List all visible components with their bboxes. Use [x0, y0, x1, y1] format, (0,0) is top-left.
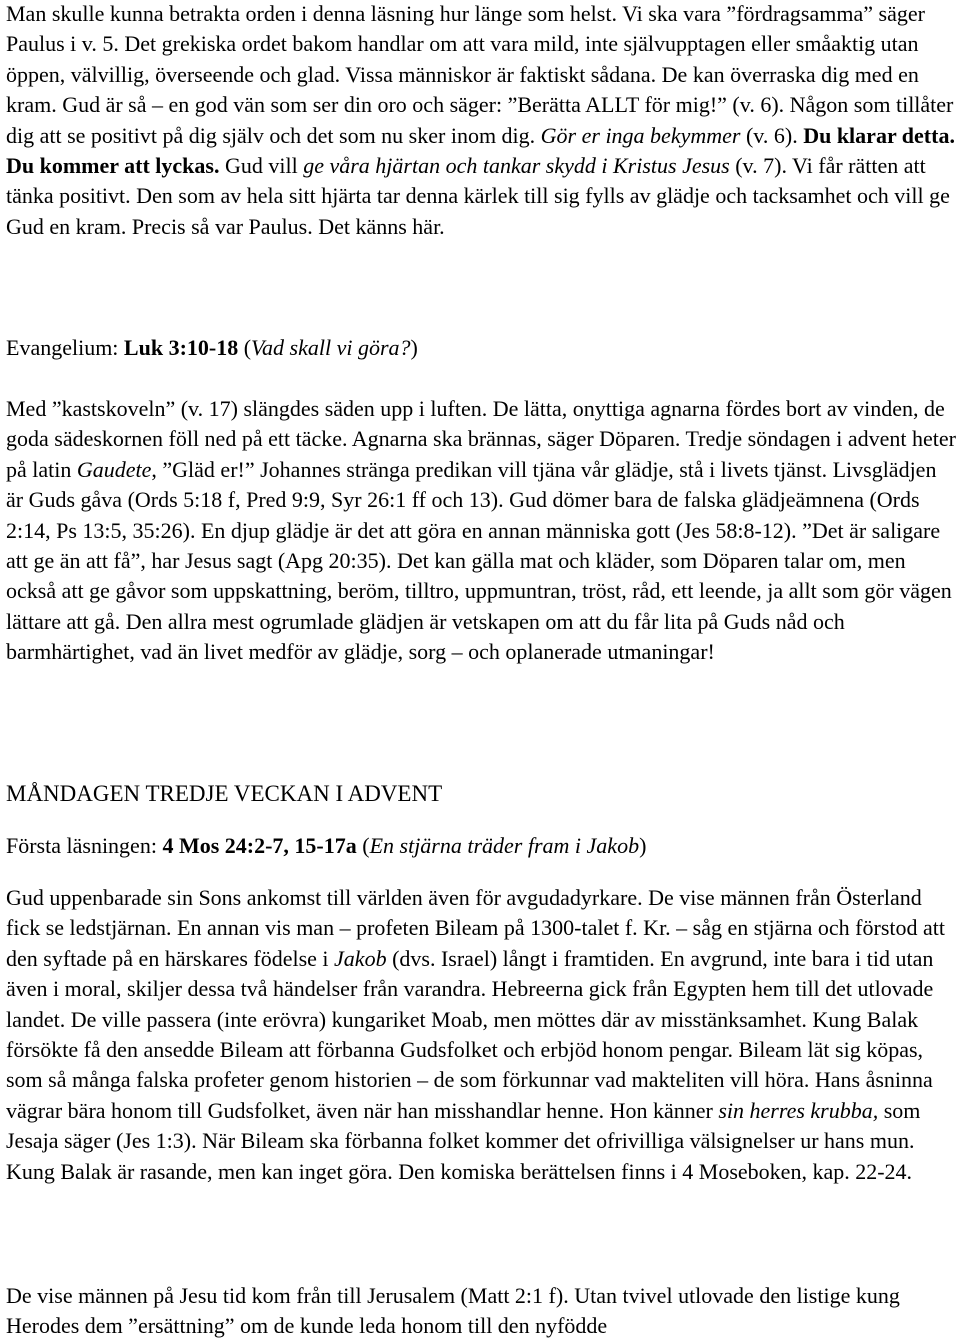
gospel-label: Evangelium: [6, 335, 124, 360]
reading-label: Första läsningen: [6, 833, 163, 858]
reading-title: En stjärna träder fram i Jakob [369, 833, 640, 858]
first-reading-line: Första läsningen: 4 Mos 24:2-7, 15-17a (En stjärna träder fram i Jakob) [6, 833, 647, 858]
paragraph-bileam-reflection [6, 883, 956, 1187]
gospel-title: Vad skall vi göra? [251, 335, 411, 360]
italic-quote: sin herres krubba, [718, 1097, 879, 1123]
gospel-ref: Luk 3:10-18 [123, 335, 239, 360]
text-run: (v. 7). Vi får rätten att tänka positivt. Den som av hela sitt hjärta tar denna kärlek till sig fylls av glädje och tacksamhet och vill ge Gud en kram. Precis så var Paulus. Det känns här. [6, 153, 950, 239]
bold-emphasis: Du klarar detta. Du kommer att lyckas. [6, 122, 955, 179]
paragraph-gospel-reflection [6, 394, 956, 668]
text-run: Man skulle kunna betrakta orden i denna läsning hur länge som helst. Vi ska vara ”fördragsamma” säger Paulus i v. 5. Det grekiska ordet bakom handlar om att vara mild, inte självupptagen eller småaktig utan öppen, välvillig, överseende och glad. Vissa människor är faktiskt sådana. De kan överraska dig med en kram. Gud är så – en god vän som ser din oro och säger: ”Berätta ALLT för mig!” (v. 6). Någon som tillåter dig att se positivt på dig själv och det som nu sker inom dig. [6, 1, 954, 148]
text-run: som Jesaja säger (Jes 1:3). När Bileam ska förbanna folket kommer det ofrivilliga välsignelser ur hans mun. Kung Balak är rasande, men kan inget göra. Den komiska berättelsen finns i 4 Moseboken, kap. 22-24. [6, 1097, 921, 1184]
paragraph-wise-men [6, 1281, 956, 1342]
text-run: (dvs. Israel) långt i framtiden. En avgrund, inte bara i tid utan även i moral, skiljer dessa två händelser från varandra. Hebreerna gick från Egypten hem till det utlovade landet. De ville passera (inte erövra) kungariket Moab, men möttes där av misstänksamhet. Kung Balak försökte få den ansedde Bileam att förbanna Gudsfolket och erbjöd honom pengar. Bileam lät sig köpas, som så många falska profeter genom historien – de som förkunnar vad makteliten vill höra. Hans åsninna vägrar bära honom till Gudsfolket, även när han misshandlar henne. Hon känner [6, 945, 934, 1123]
text-run: (v. 6). [740, 122, 804, 148]
text-run: Gud vill [219, 153, 304, 179]
reading-ref: 4 Mos 24:2-7, 15-17a [162, 833, 357, 858]
paragraph-philippians-reflection [6, 0, 956, 242]
italic-term: Jakob [334, 945, 387, 971]
section-heading: MÅNDAGEN TREDJE VECKAN I ADVENT [6, 781, 443, 806]
italic-quote: Gör er inga bekymmer [540, 122, 741, 148]
text-run: Med ”kastskoveln” (v. 17) slängdes säden upp i luften. De lätta, onyttiga agnarna fördes bort av vinden, de goda sädeskornen föll ned på ett täcke. Agnarna ska brännas, säger Döparen. Tredje söndagen i advent heter på latin [6, 396, 956, 482]
text-run: Gud uppenbarade sin Sons ankomst till världen även för avgudadyrkare. De vise männen från Österland fick se ledstjärnan. En annan vis man – profeten Bileam på 1300-talet f. Kr. – såg en stjärna och förstod att den syftade på en härskares födelse i [6, 885, 945, 971]
italic-quote: ge våra hjärtan och tankar skydd i Kristus Jesus [303, 153, 730, 179]
text-run: De vise männen på Jesu tid kom från till Jerusalem (Matt 2:1 f). Utan tvivel utlovade den listige kung Herodes dem ”ersättning” om de kunde leda honom till den nyfödde [6, 1283, 900, 1339]
italic-term: Gaudete [76, 456, 152, 482]
gospel-reference-line: Evangelium: Luk 3:10-18 (Vad skall vi göra?) [6, 335, 418, 360]
text-run: , ”Gläd er!” Johannes stränga predikan vill tjäna vår glädje, stå i livets tjänst. Livsglädjen är Guds gåva (Ords 5:18 f, Pred 9:9, Syr 26:1 ff och 13). Gud dömer bara de falska glädjeämnena (Ords 2:14, Ps 13:5, 35:26). En djup glädje är det att göra en annan människa gott (Jes 58:8-12). ”Det är saligare att ge än att få”, har Jesus sagt (Apg 20:35). Det kan gälla mat och kläder, som Döparen talar om, men också att ge gåvor som uppskattning, beröm, tilltro, uppmuntran, tröst, råd, ett leende, ja allt som gör vägen lättare att gå. Den allra mest ogrumlade glädjen är vetskapen om att du får lita på Guds nåd och barmhärtighet, vad än livet medför av glädje, sorg – och oplanerade utmaningar! [6, 456, 952, 665]
